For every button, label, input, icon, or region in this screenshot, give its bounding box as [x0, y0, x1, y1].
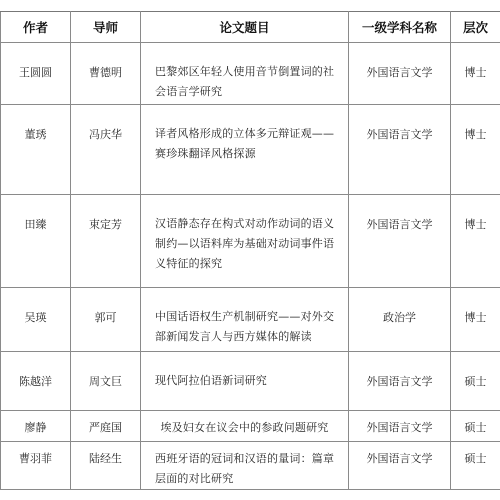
table-row — [1, 442, 500, 490]
thesis-title-cell: 中国话语权生产机制研究——对外交部新闻发言人与西方媒体的解读 — [141, 288, 349, 352]
thesis-title-cell: 汉语静态存在构式对动作动词的语义制约—以语料库为基础对动词事件语义特征的探究 — [141, 195, 349, 288]
level-cell: 硕士 — [451, 442, 500, 490]
discipline-cell: 外国语言文学 — [349, 195, 451, 288]
table-row — [1, 288, 500, 352]
table-row — [1, 195, 500, 288]
thesis-title-cell: 埃及妇女在议会中的参政问题研究 — [141, 411, 349, 442]
advisor-column-header: 导师 — [71, 12, 141, 43]
author-cell: 陈越洋 — [1, 352, 71, 411]
advisor-cell: 束定芳 — [71, 195, 141, 288]
level-cell: 博士 — [451, 195, 500, 288]
discipline-cell: 外国语言文学 — [349, 43, 451, 105]
advisor-cell: 曹德明 — [71, 43, 141, 105]
discipline-cell: 外国语言文学 — [349, 442, 451, 490]
level-cell: 博士 — [451, 105, 500, 195]
author-cell: 董琇 — [1, 105, 71, 195]
author-cell: 廖静 — [1, 411, 71, 442]
title-column-header: 论文题目 — [141, 12, 349, 43]
advisor-cell: 陆经生 — [71, 442, 141, 490]
advisor-cell: 周文巨 — [71, 352, 141, 411]
author-cell: 王圆圆 — [1, 43, 71, 105]
author-cell: 田臻 — [1, 195, 71, 288]
discipline-cell: 外国语言文学 — [349, 352, 451, 411]
thesis-title-cell: 译者风格形成的立体多元辩证观——赛珍珠翻译风格探源 — [141, 105, 349, 195]
thesis-title-cell: 现代阿拉伯语新词研究 — [141, 352, 349, 411]
level-cell: 博士 — [451, 43, 500, 105]
thesis-table — [0, 11, 500, 490]
author-column-header: 作者 — [1, 12, 71, 43]
author-cell: 曹羽菲 — [1, 442, 71, 490]
level-cell: 硕士 — [451, 411, 500, 442]
discipline-cell: 外国语言文学 — [349, 411, 451, 442]
table-row — [1, 105, 500, 195]
level-cell: 博士 — [451, 288, 500, 352]
advisor-cell: 严庭国 — [71, 411, 141, 442]
discipline-cell: 外国语言文学 — [349, 105, 451, 195]
thesis-title-cell: 西班牙语的冠词和汉语的量词：篇章层面的对比研究 — [141, 442, 349, 490]
table-row — [1, 43, 500, 105]
discipline-column-header: 一级学科名称 — [349, 12, 451, 43]
level-column-header: 层次 — [451, 12, 500, 43]
level-cell: 硕士 — [451, 352, 500, 411]
table-row — [1, 411, 500, 442]
table-header — [1, 12, 500, 43]
header-row — [1, 12, 500, 43]
table-row — [1, 352, 500, 411]
advisor-cell: 冯庆华 — [71, 105, 141, 195]
advisor-cell: 郭可 — [71, 288, 141, 352]
thesis-title-cell: 巴黎郊区年轻人使用音节倒置词的社会语言学研究 — [141, 43, 349, 105]
author-cell: 吴瑛 — [1, 288, 71, 352]
table-body — [1, 43, 500, 490]
discipline-cell: 政治学 — [349, 288, 451, 352]
